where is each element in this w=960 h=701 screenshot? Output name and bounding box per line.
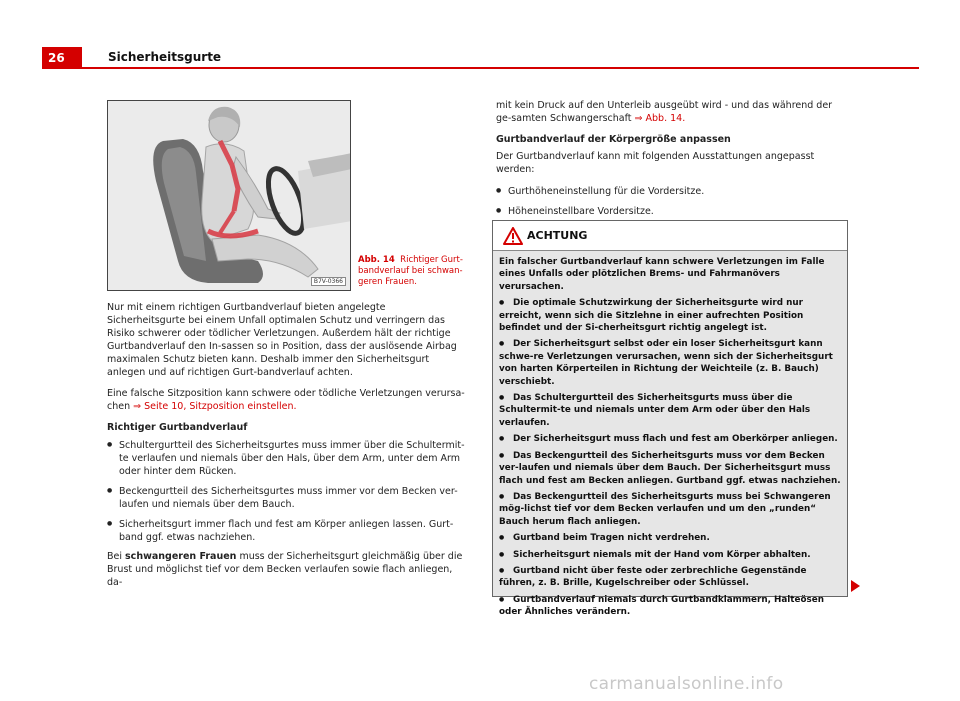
warning-item: ● Das Beckengurtteil des Sicherheitsgurts muss bei Schwangeren mög-lichst tief vor dem Becken verlaufen und um den „runden“ Bauch herum flach anliegen. [499, 491, 841, 528]
warning-triangle-icon [503, 227, 523, 245]
continue-arrow-icon[interactable] [851, 580, 860, 592]
caption-text: Richtiger Gurt-bandverlauf bei schwan-geren Frauen. [358, 255, 463, 287]
paragraph-ausstattungen: Der Gurtbandverlauf kann mit folgenden Ausstattungen angepasst werden: [496, 151, 815, 175]
paragraph-continued: mit kein Druck auf den Unterleib ausgeübt wird - und das während der ge-samten Schwangerschaft ⇒ Abb. 14. [496, 100, 833, 124]
list-item: ● Schultergurtteil des Sicherheitsgurtes muss immer über die Schultermit-te verlaufen und niemals über den Hals, über dem Arm, unter dem Arm oder hinter dem Rücken. [107, 438, 465, 478]
warning-title: ACHTUNG [527, 229, 588, 242]
link-abb-14[interactable]: ⇒ Abb. 14. [634, 113, 686, 124]
list-item: ● Sicherheitsgurt immer flach und fest am Körper anliegen lassen. Gurt-band ggf. etwas nachziehen. [107, 517, 465, 544]
warning-item: ● Das Beckengurtteil des Sicherheitsgurts muss vor dem Becken ver-laufen und niemals über dem Bauch. Der Sicherheitsgurt muss flach und fest am Becken anliegen. Gurtband ggf. etwas nachziehen. [499, 450, 841, 487]
warning-item: ● Der Sicherheitsgurt selbst oder ein loser Sicherheitsgurt kann schwe-re Verletzungen verursachen, wenn sich der Sicherheitsgurt von harten Körperteilen in Richtung der Weichteile (z. B. Bauch) verschiebt. [499, 338, 841, 388]
warning-header [493, 221, 847, 251]
chapter-title: Sicherheitsgurte [108, 50, 222, 64]
paragraph-pregnant: Bei schwangeren Frauen muss der Sicherheitsgurt gleichmäßig über die Brust und möglichst tief vor dem Becken verlaufen sowie flach anliegen, da- [107, 551, 463, 588]
warning-box [492, 220, 848, 618]
paragraph-sitting-position: Eine falsche Sitzposition kann schwere oder tödliche Verletzungen verursa-chen ⇒ Seite 10, Sitzposition einstellen. [107, 388, 465, 412]
warning-item: ● Die optimale Schutzwirkung der Sicherheitsgurte wird nur erreicht, wenn sich die Sitzlehne in einer aufrechten Position befindet und der Si-cherheitsgurt richtig angelegt ist. [499, 297, 841, 334]
warning-item: ● Das Schultergurtteil des Sicherheitsgurts muss über die Schultermit-te und niemals unter dem Arm oder über den Hals verlaufen. [499, 392, 841, 429]
page-header [42, 47, 919, 69]
heading-koerpergroesse: Gurtbandverlauf der Körpergröße anpassen [496, 134, 731, 145]
figure-illustration [107, 100, 351, 291]
list-item: ● Beckengurtteil des Sicherheitsgurtes muss immer vor dem Becken ver-laufen und niemals über dem Bauch. [107, 484, 465, 511]
list-item: ● Höheneinstellbare Vordersitze. [496, 204, 848, 218]
page-number: 26 [42, 47, 82, 69]
warning-intro: Ein falscher Gurtbandverlauf kann schwere Verletzungen im Falle eines Unfalls oder plötzlichen Brems- und Fahrmanövers verursachen. [499, 257, 825, 292]
warning-item: ● Gurtband beim Tragen nicht verdrehen. [499, 532, 841, 544]
figure-code: B7V-0366 [311, 277, 346, 286]
right-column [496, 99, 848, 224]
warning-item: ● Gurtbandverlauf niemals durch Gurtbandklammern, Halteösen oder Ähnliches verändern. [499, 594, 841, 619]
footer-watermark: carmanualsonline.info [589, 674, 784, 694]
paragraph-intro: Nur mit einem richtigen Gurtbandverlauf bieten angelegte Sicherheitsgurte bei einem Unfall optimalen Schutz und verringern das Risiko schwerer oder tödlicher Verletzungen. Außerdem hält der richtige Gurtbandverlauf den In-sassen so in Position, dass der auslösende Airbag maximalen Schutz bieten kann. Deshalb immer den Sicherheitsgurt anlegen und auf richtigen Gurt-bandverlauf achten. [107, 302, 457, 378]
pregnant-woman-seatbelt-illustration [108, 101, 351, 291]
link-sitzposition[interactable]: ⇒ Seite 10, Sitzposition einstellen. [133, 401, 297, 412]
warning-item: ● Der Sicherheitsgurt muss flach und fest am Oberkörper anliegen. [499, 433, 841, 445]
caption-label: Abb. 14 [358, 255, 395, 265]
warning-item: ● Sicherheitsgurt niemals mit der Hand vom Körper abhalten. [499, 549, 841, 561]
figure-caption [358, 255, 468, 288]
left-column [107, 301, 465, 597]
warning-body [493, 251, 847, 618]
heading-richtiger-gurtbandverlauf: Richtiger Gurtbandverlauf [107, 422, 248, 433]
warning-item: ● Gurtband nicht über feste oder zerbrechliche Gegenstände führen, z. B. Brille, Kugelschreiber oder Schlüssel. [499, 565, 841, 590]
list-item: ● Gurthöheneinstellung für die Vordersitze. [496, 184, 848, 198]
